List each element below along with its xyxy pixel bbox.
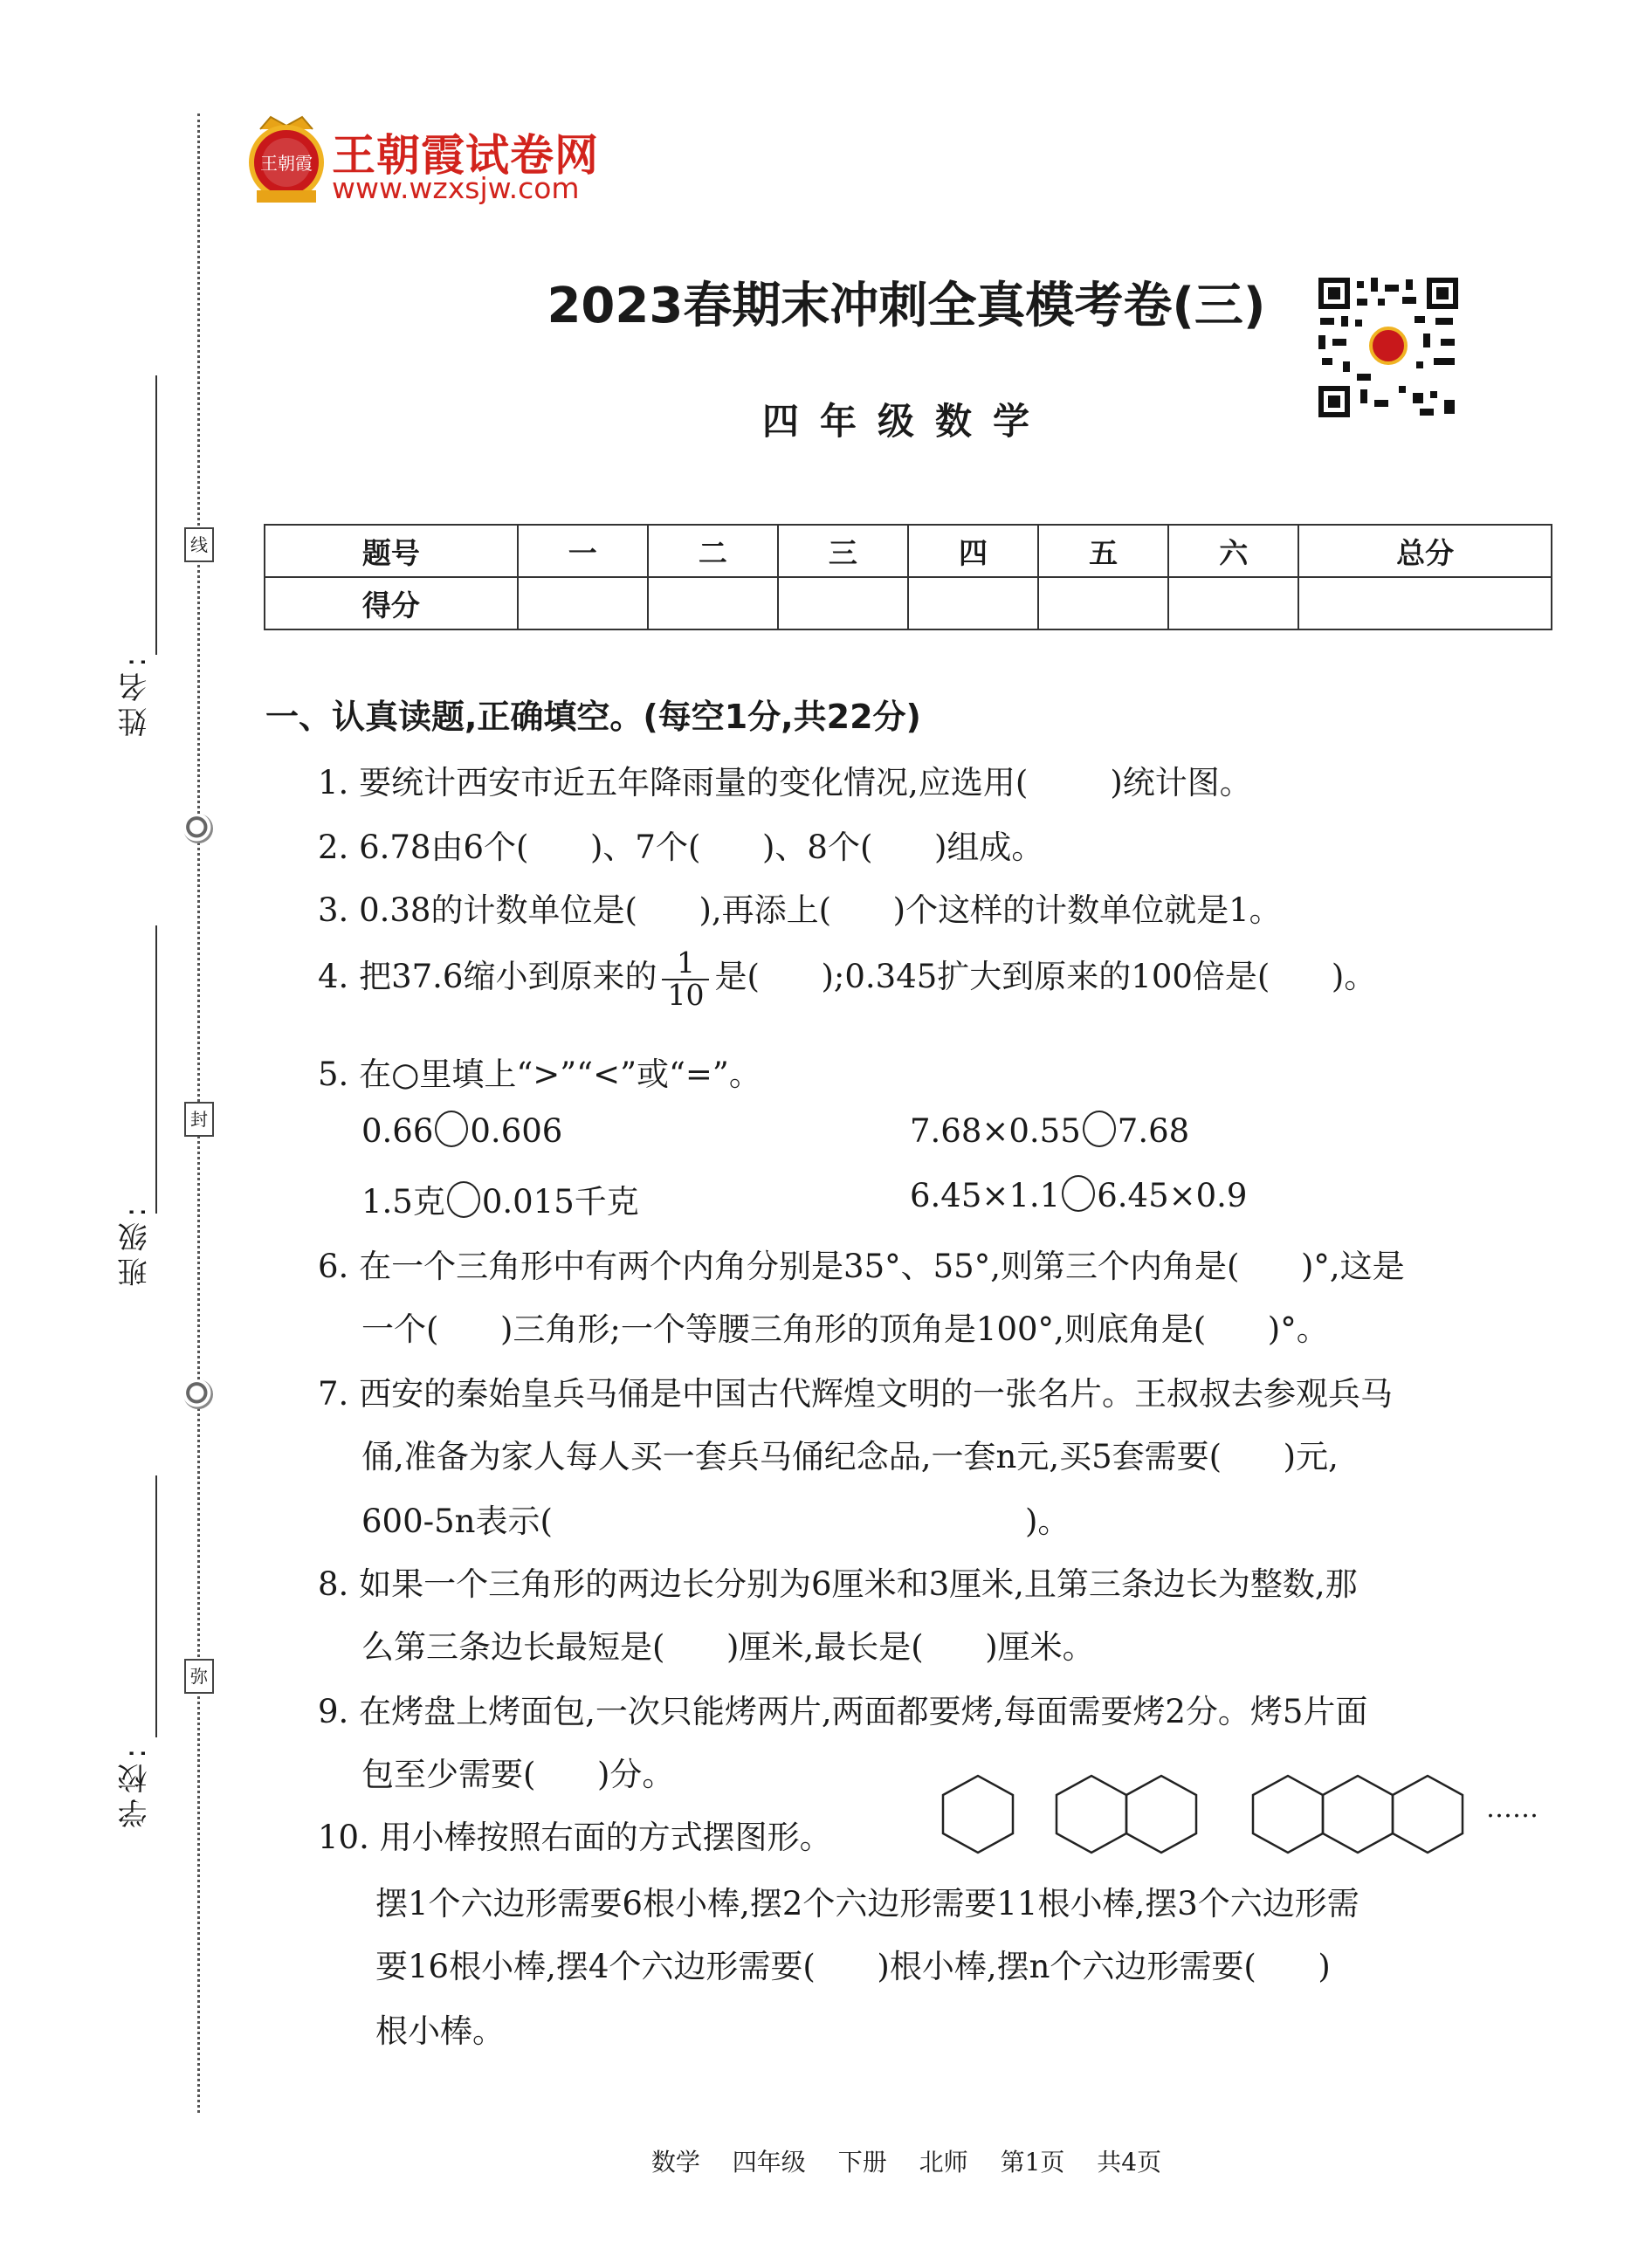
score-table-header-cell: 总分: [1298, 525, 1552, 577]
score-table-header-cell: 三: [778, 525, 908, 577]
question-10-line-3: 要16根小棒,摆4个六边形需要( )根小棒,摆n个六边形需要( ): [375, 1948, 1331, 1985]
question-10-line-4: 根小棒。: [375, 2012, 505, 2050]
question-1: 1. 要统计西安市近五年降雨量的变化情况,应选用( )统计图。: [318, 764, 1252, 801]
score-table-header-cell: 四: [908, 525, 1038, 577]
score-table: [264, 524, 1552, 630]
logo-seal-icon: [244, 113, 328, 208]
question-4: [318, 948, 1376, 1010]
page-footer: [0, 2143, 1652, 2178]
score-table-score-row: [265, 577, 1552, 629]
name-label: 姓名:: [118, 651, 153, 737]
question-6-line-2: 一个( )三角形;一个等腰三角形的顶角是100°,则底角是( )°。: [361, 1310, 1329, 1348]
logo-url[interactable]: www.wzxsjw.com: [332, 171, 580, 205]
question-7-line-3: 600-5n表示( )。: [361, 1503, 1070, 1540]
hexagon-shape: [1126, 1776, 1196, 1853]
question-3: 3. 0.38的计数单位是( ),再添上( )个这样的计数单位就是1。: [318, 891, 1282, 929]
score-cell[interactable]: [1168, 577, 1298, 629]
score-cell[interactable]: [1298, 577, 1552, 629]
logo-seal-text: 王朝霞: [260, 153, 313, 174]
question-10-line-2: 摆1个六边形需要6根小棒,摆2个六边形需要11根小棒,摆3个六边形需: [375, 1885, 1359, 1922]
footer-total-pages: 共4页: [1097, 2148, 1162, 2177]
score-table-header-row: [265, 525, 1552, 577]
question-4-part-b: 是( );0.345扩大到原来的100倍是( )。: [714, 958, 1377, 996]
question-6-line-1: 6. 在一个三角形中有两个内角分别是35°、55°,则第三个内角是( )°,这是: [318, 1248, 1405, 1285]
score-row-label: 得分: [265, 577, 518, 629]
logo-name: 王朝霞试卷网: [332, 130, 599, 181]
question-4-part-a: 4. 把37.6缩小到原来的: [318, 958, 657, 996]
footer-volume: 下册: [837, 2148, 887, 2177]
compare-item-4: [910, 1175, 1247, 1214]
compare-item-3: [361, 1175, 639, 1222]
score-table-header-cell: 题号: [265, 525, 518, 577]
seal-mark-xian: 线: [184, 527, 214, 562]
compare-left: 1.5克: [361, 1183, 445, 1221]
compare-circle[interactable]: [1062, 1175, 1095, 1212]
question-5: 5. 在○里填上“>”“<”或“=”。: [318, 1056, 761, 1093]
swirl-ornament-icon: [183, 814, 213, 843]
exam-title: 2023春期末冲刺全真模考卷(三): [547, 278, 1266, 334]
footer-edition: 北师: [919, 2148, 968, 2177]
qr-code-icon[interactable]: [1318, 278, 1458, 417]
section-1-heading: 一、认真读题,正确填空。(每空1分,共22分): [265, 698, 921, 736]
hexagon-pattern-figure: [926, 1765, 1537, 1861]
compare-left: 6.45×1.1: [910, 1177, 1061, 1214]
hexagon-shape: [1323, 1776, 1393, 1853]
compare-right: 0.606: [470, 1112, 563, 1150]
class-label: 班级:: [118, 1201, 153, 1287]
question-7-line-1: 7. 西安的秦始皇兵马俑是中国古代辉煌文明的一张名片。王叔叔去参观兵马: [318, 1375, 1394, 1413]
question-10-line-1: 10. 用小棒按照右面的方式摆图形。: [318, 1819, 832, 1856]
question-8-line-1: 8. 如果一个三角形的两边长分别为6厘米和3厘米,且第三条边长为整数,那: [318, 1565, 1358, 1603]
score-cell[interactable]: [1038, 577, 1168, 629]
compare-circle[interactable]: [1083, 1111, 1116, 1147]
score-table-header-cell: 一: [518, 525, 648, 577]
swirl-ornament-icon: [183, 1379, 213, 1409]
compare-right: 7.68: [1117, 1112, 1190, 1150]
score-table-header-cell: 六: [1168, 525, 1298, 577]
compare-left: 0.66: [361, 1112, 434, 1150]
footer-grade: 四年级: [732, 2148, 806, 2177]
compare-left: 7.68×0.55: [910, 1112, 1081, 1150]
score-table-header-cell: 五: [1038, 525, 1168, 577]
school-label: 学校:: [118, 1743, 153, 1828]
score-cell[interactable]: [778, 577, 908, 629]
compare-item-2: [910, 1111, 1189, 1150]
exam-subtitle: 四年级数学: [761, 400, 1050, 443]
school-underline: [155, 1475, 157, 1737]
fraction-denominator: 10: [667, 977, 705, 1012]
question-9-line-2: 包至少需要( )分。: [361, 1756, 675, 1793]
compare-right: 6.45×0.9: [1097, 1177, 1248, 1214]
hexagon-shape: [1253, 1776, 1323, 1853]
class-underline: [155, 925, 157, 1214]
score-cell[interactable]: [908, 577, 1038, 629]
hexagon-shape: [1393, 1776, 1463, 1853]
footer-page-number: 第1页: [1000, 2148, 1065, 2177]
fraction-numerator: 1: [662, 948, 709, 980]
score-table-header-cell: 二: [648, 525, 778, 577]
hexagon-shape: [943, 1776, 1013, 1853]
fraction-one-tenth: [662, 948, 709, 1010]
question-8-line-2: 么第三条边长最短是( )厘米,最长是( )厘米。: [361, 1628, 1095, 1666]
question-2: 2. 6.78由6个( )、7个( )、8个( )组成。: [318, 829, 1044, 866]
score-cell[interactable]: [518, 577, 648, 629]
compare-right: 0.015千克: [481, 1183, 639, 1221]
hexagon-shape: [1057, 1776, 1126, 1853]
compare-circle[interactable]: [435, 1111, 468, 1147]
question-9-line-1: 9. 在烤盘上烤面包,一次只能烤两片,两面都要烤,每面需要烤2分。烤5片面: [318, 1693, 1368, 1730]
question-7-line-2: 俑,准备为家人每人买一套兵马俑纪念品,一套n元,买5套需要( )元,: [361, 1438, 1339, 1475]
hexagon-ellipsis: ……: [1486, 1793, 1538, 1824]
seal-mark-mi: 弥: [184, 1659, 214, 1694]
score-cell[interactable]: [648, 577, 778, 629]
compare-circle[interactable]: [447, 1181, 480, 1218]
footer-subject: 数学: [650, 2148, 700, 2177]
compare-item-1: [361, 1111, 562, 1150]
seal-mark-feng: 封: [184, 1102, 214, 1137]
